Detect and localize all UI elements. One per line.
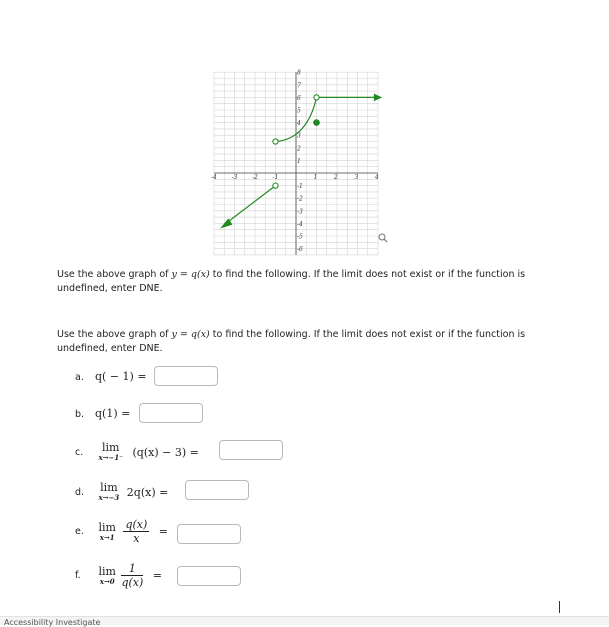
y-tick-label: -5: [297, 233, 303, 241]
y-tick-label: -3: [297, 208, 303, 216]
instructions-first: [57, 268, 557, 296]
footer-bar: [0, 616, 609, 625]
question-f-denominator: q(x): [121, 576, 144, 589]
question-e-fraction: [123, 518, 149, 545]
question-e-lim-sub: x→1: [99, 532, 115, 542]
question-f-lim-word: lim: [98, 564, 116, 578]
answer-d-input[interactable]: [185, 480, 249, 500]
question-d-limit: [99, 482, 120, 502]
question-e-denominator: x: [133, 532, 140, 545]
instructions-second-equation: y = q(x): [171, 329, 210, 340]
y-tick-label: 3: [297, 132, 301, 140]
question-e-numerator: q(x): [125, 518, 148, 531]
question-f-lim-sub: x→0: [99, 576, 115, 586]
x-tick-label: -4: [211, 174, 217, 181]
answer-f-input[interactable]: [177, 566, 241, 586]
question-f-fraction: [121, 562, 143, 589]
x-tick-label: -3: [231, 174, 238, 181]
question-f-letter: f.: [75, 570, 81, 581]
question-a-expression: q( − 1) =: [95, 370, 147, 383]
instructions-second: [57, 328, 557, 356]
y-tick-label: 4: [297, 120, 301, 128]
question-a: [75, 370, 147, 383]
x-tick-label: 1: [313, 174, 318, 181]
question-d-lim-sub: x→−3: [98, 493, 120, 502]
open-point-right-ray: [314, 95, 319, 100]
question-b: [75, 407, 130, 420]
answer-c-input[interactable]: [219, 440, 283, 460]
question-c-expression: (q(x) − 3) =: [132, 445, 199, 459]
question-e-limit: [99, 522, 116, 542]
answer-b-input[interactable]: [139, 403, 203, 423]
instructions-second-text: Use the above graph of: [57, 329, 172, 340]
magnifier-icon[interactable]: [379, 234, 387, 242]
question-d-letter: d.: [75, 486, 85, 498]
y-tick-label: 6: [297, 94, 301, 102]
y-tick-label: 5: [297, 107, 301, 115]
question-b-expression: q(1) =: [95, 407, 131, 420]
question-e-letter: e.: [75, 526, 84, 537]
x-tick-label: 2: [334, 174, 338, 181]
instructions-first-equation: y = q(x): [171, 269, 210, 280]
question-f-limit: [99, 566, 116, 586]
y-tick-label: 8: [297, 69, 301, 77]
y-tick-label: -1: [297, 183, 303, 191]
x-tick-label: -2: [252, 174, 258, 181]
y-tick-label: -6: [297, 246, 303, 254]
y-tick-label: -2: [297, 195, 303, 203]
question-b-letter: b.: [75, 409, 85, 420]
question-c-letter: c.: [75, 446, 84, 458]
y-tick-label: 2: [297, 145, 301, 153]
question-c-limit: [99, 442, 123, 462]
y-tick-label: 1: [297, 157, 301, 165]
open-point-left-ray: [273, 183, 278, 188]
question-d-lim-word: lim: [100, 481, 118, 494]
text-cursor: [559, 601, 560, 613]
graph-svg: [205, 62, 405, 254]
question-d-expression: 2q(x) =: [126, 485, 169, 499]
question-e: [75, 518, 168, 545]
curve-left-ray: [224, 186, 275, 225]
x-tick-label: 4: [375, 174, 379, 181]
open-point-middle-start: [273, 139, 278, 144]
question-c-lim-word: lim: [102, 441, 120, 454]
question-f-equals: =: [152, 569, 163, 582]
instructions-second-text-rest: to find the following. If the limit does not exist or if the function is undefined, enter DNE.: [57, 329, 526, 354]
function-graph: [205, 62, 405, 254]
y-tick-label: -4: [297, 220, 303, 228]
filled-point: [314, 120, 320, 126]
y-tick-label: 7: [297, 82, 301, 90]
question-c: [75, 442, 199, 462]
answer-e-input[interactable]: [177, 524, 241, 544]
question-e-equals: =: [158, 525, 169, 538]
instructions-first-text-rest: to find the following. If the limit does not exist or if the function is undefined, enter DNE.: [57, 269, 526, 294]
question-e-lim-word: lim: [98, 520, 116, 534]
footer-text[interactable]: Accessibility Investigate: [4, 618, 101, 627]
x-tick-label: -1: [272, 174, 279, 181]
instructions-first-text: Use the above graph of: [57, 269, 172, 280]
answer-a-input[interactable]: [154, 366, 218, 386]
question-f-numerator: 1: [121, 562, 143, 576]
question-f: [75, 562, 162, 589]
question-d: [75, 482, 168, 502]
question-c-lim-sub: x→−1⁻: [98, 453, 123, 462]
question-a-letter: a.: [75, 372, 84, 383]
x-tick-label: 3: [354, 174, 359, 181]
